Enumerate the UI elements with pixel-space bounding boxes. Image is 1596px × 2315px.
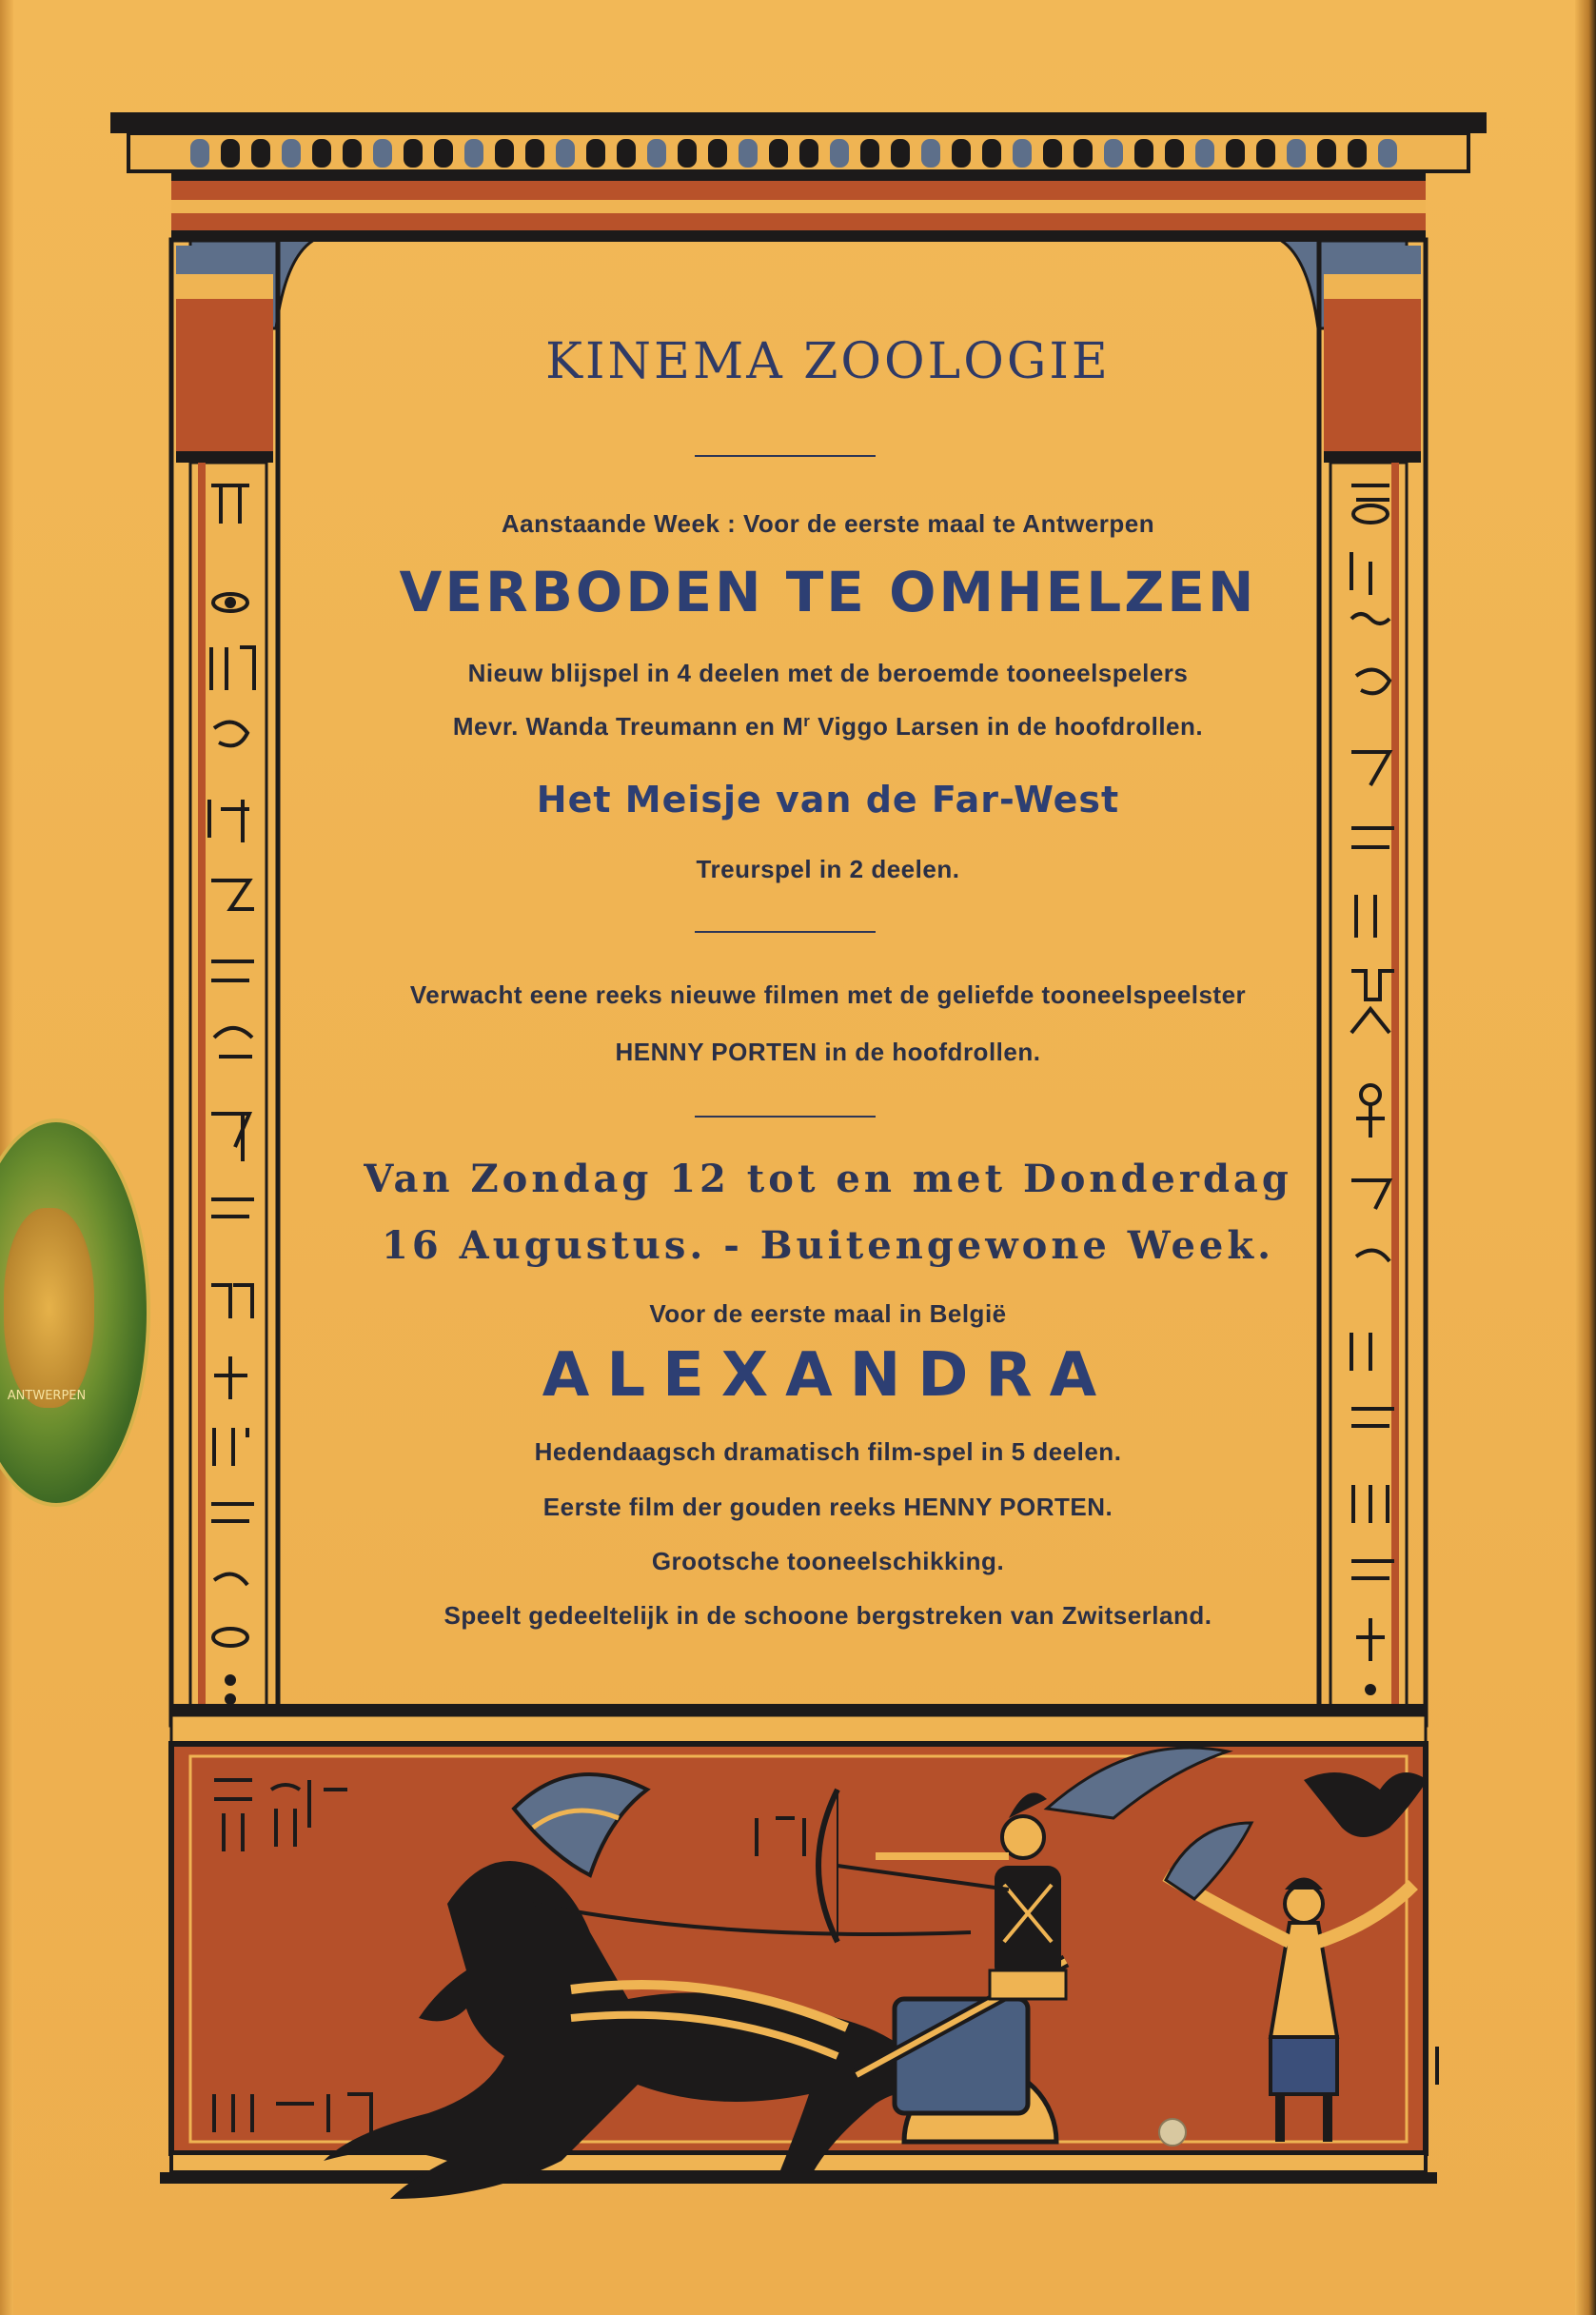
film1-cast-sup: r [803, 712, 811, 730]
film2-description: Treurspel in 2 deelen. [696, 855, 960, 883]
film1-cast-pre: Mevr. Wanda Treumann en M [452, 712, 804, 741]
film3-description-3: Grootsche tooneelschikking. [651, 1547, 1005, 1575]
cornice-arch [251, 139, 270, 168]
dates-line-1: Van Zondag 12 tot en met Donderdag [364, 1157, 1292, 1201]
next-week-intro: Aanstaande Week : Voor de eerste maal te Antwerpen [501, 509, 1155, 538]
cornice-arch [617, 139, 636, 168]
film3-title: ALEXANDRA [542, 1340, 1114, 1411]
program-panel [314, 314, 1342, 1666]
cornice-arch [921, 139, 940, 168]
film1-cast-post: Viggo Larsen in de hoofdrollen. [810, 712, 1204, 741]
expect-line-1: Verwacht eene reeks nieuwe filmen met de geliefde tooneelspeelster [409, 980, 1247, 1009]
cornice-arch [464, 139, 483, 168]
cornice-arch [495, 139, 514, 168]
cornice-arch [556, 139, 575, 168]
cornice-arch [830, 139, 849, 168]
cornice-arch [373, 139, 392, 168]
belgium-intro: Voor de eerste maal in België [649, 1299, 1007, 1328]
cornice-arch [678, 139, 697, 168]
cornice-arch [1104, 139, 1123, 168]
cornice-arch [1165, 139, 1184, 168]
seal-text: ANTWERPEN [7, 1389, 87, 1403]
cornice-arch [343, 139, 362, 168]
divider [695, 1116, 876, 1118]
cornice-arch [1195, 139, 1214, 168]
cornice-arch [891, 139, 910, 168]
cornice-arch [221, 139, 240, 168]
film2-title: Het Meisje van de Far-West [536, 779, 1120, 821]
cornice-arch [1043, 139, 1062, 168]
dates-line-2: 16 Augustus. - Buitengewone Week. [381, 1223, 1274, 1268]
cornice-arch [739, 139, 758, 168]
cornice-arch [952, 139, 971, 168]
expect-line-2: HENNY PORTEN in de hoofdrollen. [615, 1038, 1041, 1066]
cornice-arch [586, 139, 605, 168]
seal-shield-icon [4, 1208, 94, 1408]
cornice-arch [525, 139, 544, 168]
cornice-arch [1287, 139, 1306, 168]
film3-description-4: Speelt gedeeltelijk in de schoone bergstreken van Zwitserland. [443, 1601, 1212, 1630]
cornice-arch [799, 139, 818, 168]
cornice-arch [708, 139, 727, 168]
divider [695, 931, 876, 933]
cornice-arch [1348, 139, 1367, 168]
cornice-arch [434, 139, 453, 168]
cornice-arch [190, 139, 209, 168]
cornice-arch [860, 139, 879, 168]
cornice-arch [1074, 139, 1093, 168]
cornice-arch [1134, 139, 1153, 168]
cornice-arch [312, 139, 331, 168]
cornice-arch [1226, 139, 1245, 168]
cornice-arch [404, 139, 423, 168]
divider [695, 455, 876, 457]
cornice-arch [982, 139, 1001, 168]
cornice-arch [647, 139, 666, 168]
cornice-arch [1256, 139, 1275, 168]
cornice-arch [1013, 139, 1032, 168]
film1-cast [314, 712, 1342, 742]
film1-description: Nieuw blijspel in 4 deelen met de beroemde tooneelspelers [467, 659, 1189, 687]
film1-title: VERBODEN TE OMHELZEN [399, 560, 1257, 624]
cornice-arch [1317, 139, 1336, 168]
page-title: KINEMA ZOOLOGIE [545, 333, 1111, 390]
cornice-arch [769, 139, 788, 168]
cornice-arch [282, 139, 301, 168]
film3-description-1: Hedendaagsch dramatisch film-spel in 5 deelen. [534, 1437, 1122, 1466]
cornice-arch [1378, 139, 1397, 168]
film3-description-2: Eerste film der gouden reeks HENNY PORTEN. [542, 1493, 1113, 1521]
